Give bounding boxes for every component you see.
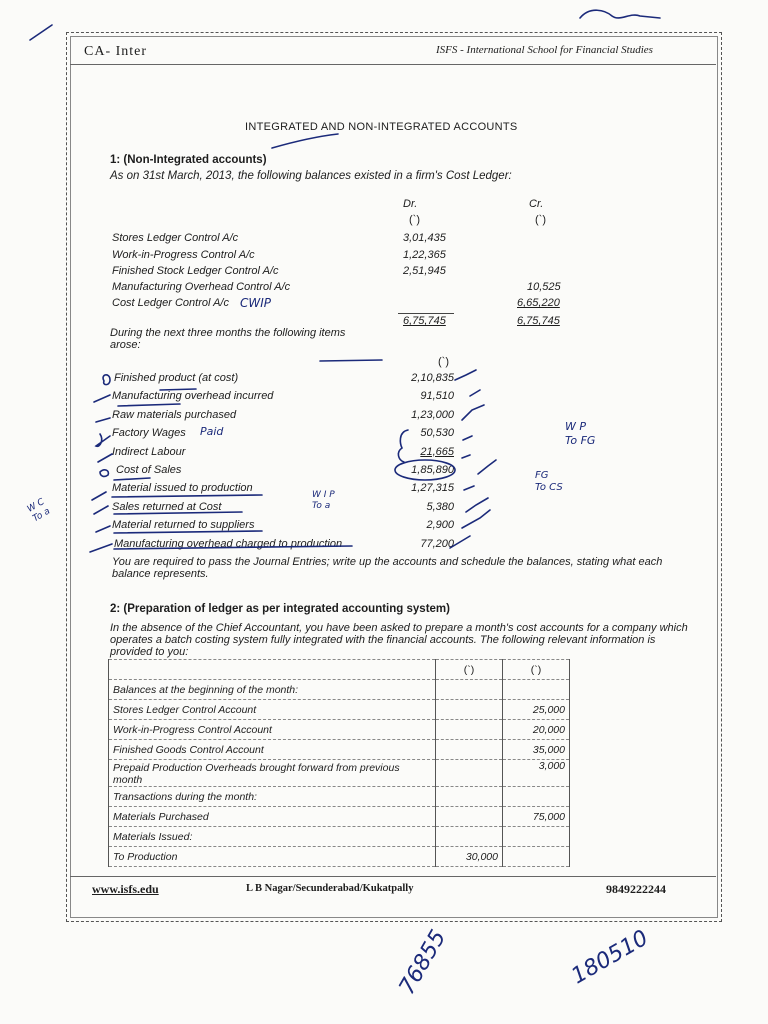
q2-cell-a bbox=[436, 827, 503, 847]
q2-table-row bbox=[109, 720, 570, 740]
item-value: 50,530 bbox=[420, 427, 454, 440]
item-label: Manufacturing overhead charged to production bbox=[114, 537, 343, 550]
q2-heading: 2: (Preparation of ledger as per integrated accounting system) bbox=[110, 603, 450, 615]
q2-table-row bbox=[109, 807, 570, 827]
item-label: Manufacturing overhead incurred bbox=[112, 390, 274, 403]
q2-intro: In the absence of the Chief Accountant, you have been asked to prepare a month's cost accounts for a company which operates a batch costing system fully integrated with the financial accounts. The following relevant information is provided to you: bbox=[110, 622, 688, 658]
q2-table-row bbox=[109, 760, 570, 787]
q2-cell-label: Finished Goods Control Account bbox=[109, 740, 436, 760]
balance-label: Stores Ledger Control A/c bbox=[112, 232, 239, 244]
item-value: 1,85,890 bbox=[411, 464, 454, 476]
q2-cell-label: Transactions during the month: bbox=[109, 787, 436, 807]
item-value: 5,380 bbox=[426, 500, 454, 513]
balance-label: Cost Ledger Control A/c bbox=[112, 297, 229, 309]
footer-website[interactable]: www.isfs.edu bbox=[92, 882, 159, 896]
item-value: 1,27,315 bbox=[411, 482, 454, 495]
q2-table-row bbox=[109, 827, 570, 847]
footer-phone: 9849222244 bbox=[606, 882, 666, 896]
balance-label: Work-in-Progress Control A/c bbox=[112, 249, 255, 261]
q2-cell-label: Balances at the beginning of the month: bbox=[109, 680, 436, 700]
q2-header-blank bbox=[109, 660, 436, 680]
q2-cell-a bbox=[436, 680, 503, 700]
hand-note-wip-a: W I P To a bbox=[312, 490, 335, 511]
q1-total-dr: 6,75,745 bbox=[403, 315, 446, 327]
balance-dr: 3,01,435 bbox=[403, 232, 446, 244]
footer-address: L B Nagar/Secunderabad/Kukatpally bbox=[246, 883, 414, 894]
q2-cell-a bbox=[436, 787, 503, 807]
q2-table bbox=[108, 659, 570, 867]
item-label: Finished product (at cost) bbox=[114, 372, 239, 384]
balance-label: Finished Stock Ledger Control A/c bbox=[112, 265, 279, 277]
q2-cell-label: Materials Issued: bbox=[109, 827, 436, 847]
balance-cr: 6,65,220 bbox=[517, 297, 560, 309]
q2-cell-label: Prepaid Production Overheads brought forward from previous month bbox=[109, 760, 436, 787]
header-divider bbox=[70, 64, 716, 65]
q2-table-row bbox=[109, 740, 570, 760]
q1-unit-cr: (`) bbox=[535, 214, 546, 226]
q1-items-unit: (`) bbox=[438, 356, 449, 368]
q1-col-dr: Dr. bbox=[403, 198, 418, 210]
item-label: Cost of Sales bbox=[116, 464, 182, 476]
q2-cell-b bbox=[503, 787, 570, 807]
q2-cell-b bbox=[503, 827, 570, 847]
q2-cell-a bbox=[436, 807, 503, 827]
item-label: Factory Wages bbox=[112, 427, 186, 440]
q2-cell-b bbox=[503, 680, 570, 700]
signature-scribble bbox=[580, 10, 660, 18]
q1-heading: 1: (Non-Integrated accounts) bbox=[110, 154, 267, 166]
hand-note-wc-a: W C To a bbox=[25, 497, 53, 525]
item-value: 91,510 bbox=[420, 390, 454, 403]
q2-cell-b: 35,000 bbox=[503, 740, 570, 760]
item-value: 21,665 bbox=[420, 445, 454, 458]
item-value: 2,900 bbox=[426, 519, 454, 532]
q2-cell-label: Materials Purchased bbox=[109, 807, 436, 827]
q2-cell-a bbox=[436, 720, 503, 740]
item-value: 77,200 bbox=[420, 537, 454, 550]
item-value: 1,23,000 bbox=[411, 408, 454, 421]
q2-unit-b: (`) bbox=[503, 660, 570, 680]
header-institute: ISFS - International School for Financial Studies bbox=[436, 44, 653, 56]
hand-number-1: 76855 bbox=[394, 925, 452, 1000]
balance-dr: 2,51,945 bbox=[403, 265, 446, 277]
balance-dr: 1,22,365 bbox=[403, 249, 446, 261]
balance-label: Manufacturing Overhead Control A/c bbox=[112, 281, 291, 293]
header-course: CA- Inter bbox=[84, 44, 148, 59]
q2-unit-a: (`) bbox=[436, 660, 503, 680]
balance-cr: 10,525 bbox=[527, 281, 561, 293]
q2-cell-b: 20,000 bbox=[503, 720, 570, 740]
q2-cell-b: 75,000 bbox=[503, 807, 570, 827]
q2-cell-b: 3,000 bbox=[503, 760, 570, 787]
item-value: 2,10,835 bbox=[411, 372, 454, 384]
q1-instruction: You are required to pass the Journal Entries; write up the accounts and schedule the balances, stating what each balance represents. bbox=[112, 556, 663, 580]
q2-table-row bbox=[109, 680, 570, 700]
hand-note-paid: Paid bbox=[200, 425, 224, 438]
q2-cell-b: 25,000 bbox=[503, 700, 570, 720]
hand-note-wip-fg: W P To FG bbox=[565, 420, 596, 447]
item-label: Raw materials purchased bbox=[112, 408, 237, 421]
item-label: Material issued to production bbox=[112, 482, 253, 495]
q1-unit-dr: (`) bbox=[409, 214, 420, 226]
q2-cell-a bbox=[436, 740, 503, 760]
q2-cell-label: Work-in-Progress Control Account bbox=[109, 720, 436, 740]
q1-total-cr: 6,75,745 bbox=[517, 315, 560, 327]
q2-cell-label: Stores Ledger Control Account bbox=[109, 700, 436, 720]
footer-divider bbox=[70, 876, 716, 877]
q2-cell-a bbox=[436, 760, 503, 787]
q2-table-row bbox=[109, 700, 570, 720]
dr-total-rule bbox=[398, 313, 454, 314]
hand-note-cwip: CWIP bbox=[240, 296, 272, 310]
q1-intro: As on 31st March, 2013, the following balances existed in a firm's Cost Ledger: bbox=[110, 170, 512, 182]
q2-table-row bbox=[109, 787, 570, 807]
item-label: Sales returned at Cost bbox=[112, 500, 222, 513]
item-label: Indirect Labour bbox=[112, 445, 186, 458]
q2-cell-a bbox=[436, 700, 503, 720]
q2-cell-b bbox=[503, 847, 570, 867]
item-label: Material returned to suppliers bbox=[112, 519, 255, 532]
hand-note-fg-cs: FG To CS bbox=[535, 470, 563, 493]
q1-col-cr: Cr. bbox=[529, 198, 544, 210]
hand-number-2: 180510 bbox=[567, 925, 653, 990]
q2-cell-label: To Production bbox=[109, 847, 436, 867]
q2-table-row bbox=[109, 847, 570, 867]
q1-items-intro: During the next three months the following items arose: bbox=[110, 327, 346, 351]
q2-header-row bbox=[109, 660, 570, 680]
page-title: INTEGRATED AND NON-INTEGRATED ACCOUNTS bbox=[245, 121, 518, 133]
pen-stroke-mark bbox=[30, 25, 52, 40]
q2-cell-a: 30,000 bbox=[436, 847, 503, 867]
